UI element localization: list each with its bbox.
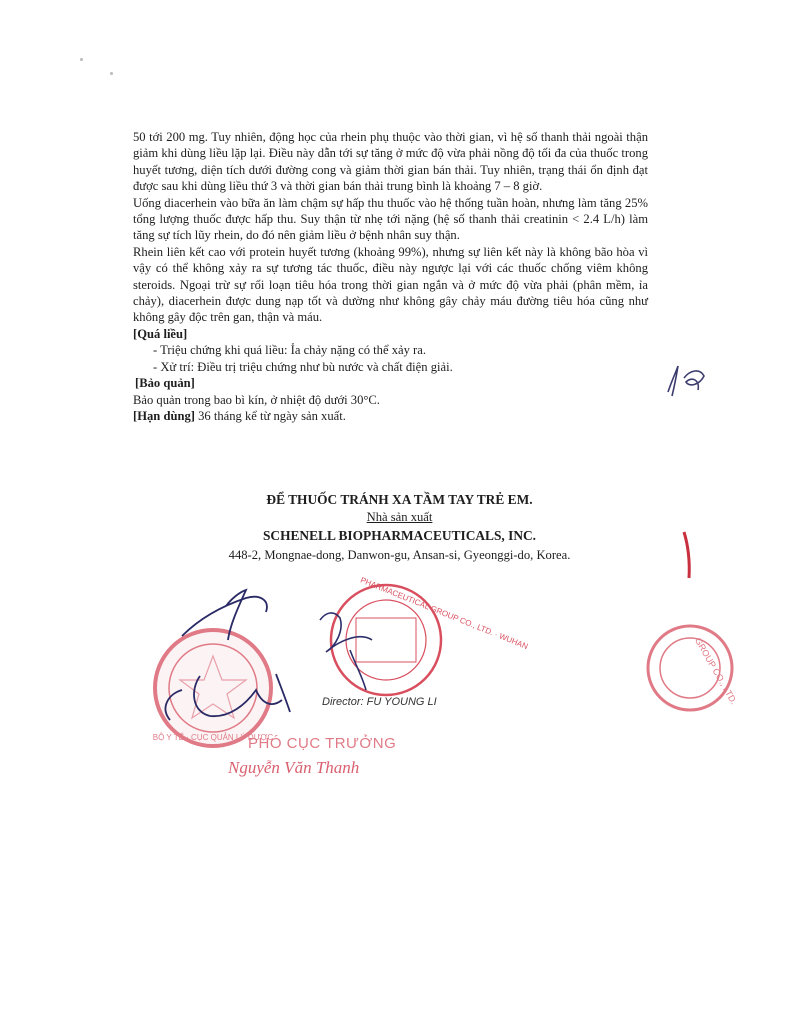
overdose-heading: [Quá liều] (133, 326, 188, 341)
overdose-treatment-item: - Xử trí: Điều trị triệu chứng như bù nước và chất điện giải. (153, 359, 453, 374)
expiry-heading: [Hạn dùng] (133, 408, 195, 423)
storage-text: Bảo quản trong bao bì kín, ở nhiệt độ dưới 30°C. (133, 392, 380, 407)
food-effect-paragraph: Uống diacerhein vào bữa ăn làm chậm sự hấp thu thuốc vào hệ thống tuần hoàn, nhưng làm tăng 25% tổng lượng thuốc được hấp thu. Suy thận từ nhẹ tới nặng (hệ số thanh thải creatinin < 2.4 L/h) làm tăng sự tích lũy rhein, do đó nên giảm liều ở bệnh nhân suy thận. (133, 195, 648, 243)
protein-binding-paragraph: Rhein liên kết cao với protein huyết tương (khoảng 99%), nhưng sự liên kết này là không bão hòa vì vậy có thể không xảy ra sự tương tác thuốc, điều này ngược lại với các thuốc chống viêm không steroids. Ngoại trừ sự rối loạn tiêu hóa trong thời gian ngắn và ở mức độ vừa phải (phân mềm, ỉa chảy), diacerhein được dung nạp tốt và dường như không gây chảy máu đường tiêu hóa cũng như không gây độc trên gan, thận và máu. (133, 244, 648, 325)
overdose-symptom-item: - Triệu chứng khi quá liều: Ỉa chảy nặng có thể xảy ra. (153, 343, 426, 358)
manufacturer-name: SCHENELL BIOPHARMACEUTICALS, INC. (262, 528, 537, 543)
red-ink-mark (684, 532, 689, 578)
edge-seal-text: GROUP CO., LTD. (692, 635, 740, 707)
storage-heading: [Bảo quản] (135, 376, 195, 391)
ministry-seal (153, 630, 274, 746)
company-seal-text: PHARMACEUTICAL GROUP CO., LTD. · WUHAN (359, 575, 530, 652)
deputy-director-name: Nguyễn Văn Thanh (228, 758, 360, 777)
expiry-text: 36 tháng kể từ ngày sản xuất. (194, 408, 346, 423)
deputy-director-title: PHÓ CỤC TRƯỞNG (248, 735, 397, 752)
manufacturer-address: 448-2, Mongnae-dong, Danwon-gu, Ansan-si, Gyeonggi-do, Korea. (228, 548, 571, 562)
margin-initials-signature (668, 366, 704, 396)
edge-company-seal (648, 626, 739, 710)
director-caption: Director: FU YOUNG LI (322, 696, 437, 708)
child-safety-warning: ĐỂ THUỐC TRÁNH XA TẦM TAY TRẺ EM. (266, 492, 533, 507)
manufacturer-label: Nhà sản xuất (366, 510, 433, 524)
pharmacokinetics-paragraph: 50 tới 200 mg. Tuy nhiên, động học của rhein phụ thuộc vào thời gian, vì hệ số thanh thải ngoài thận giảm khi dùng liều lặp lại. Điều này dẫn tới sự tăng ở mức độ vừa phải nồng độ tối đa của thuốc trong huyết tương, diện tích dưới đường cong và giảm thời gian bán thải. Tuy nhiên, trạng thái ổn định đạt được sau khi dùng liều thứ 3 và thời gian bán thải trung bình là khoảng 7 – 8 giờ. (133, 130, 648, 194)
ministry-seal-text: BỘ Y TẾ · CỤC QUẢN LÝ DƯỢC (152, 733, 274, 742)
